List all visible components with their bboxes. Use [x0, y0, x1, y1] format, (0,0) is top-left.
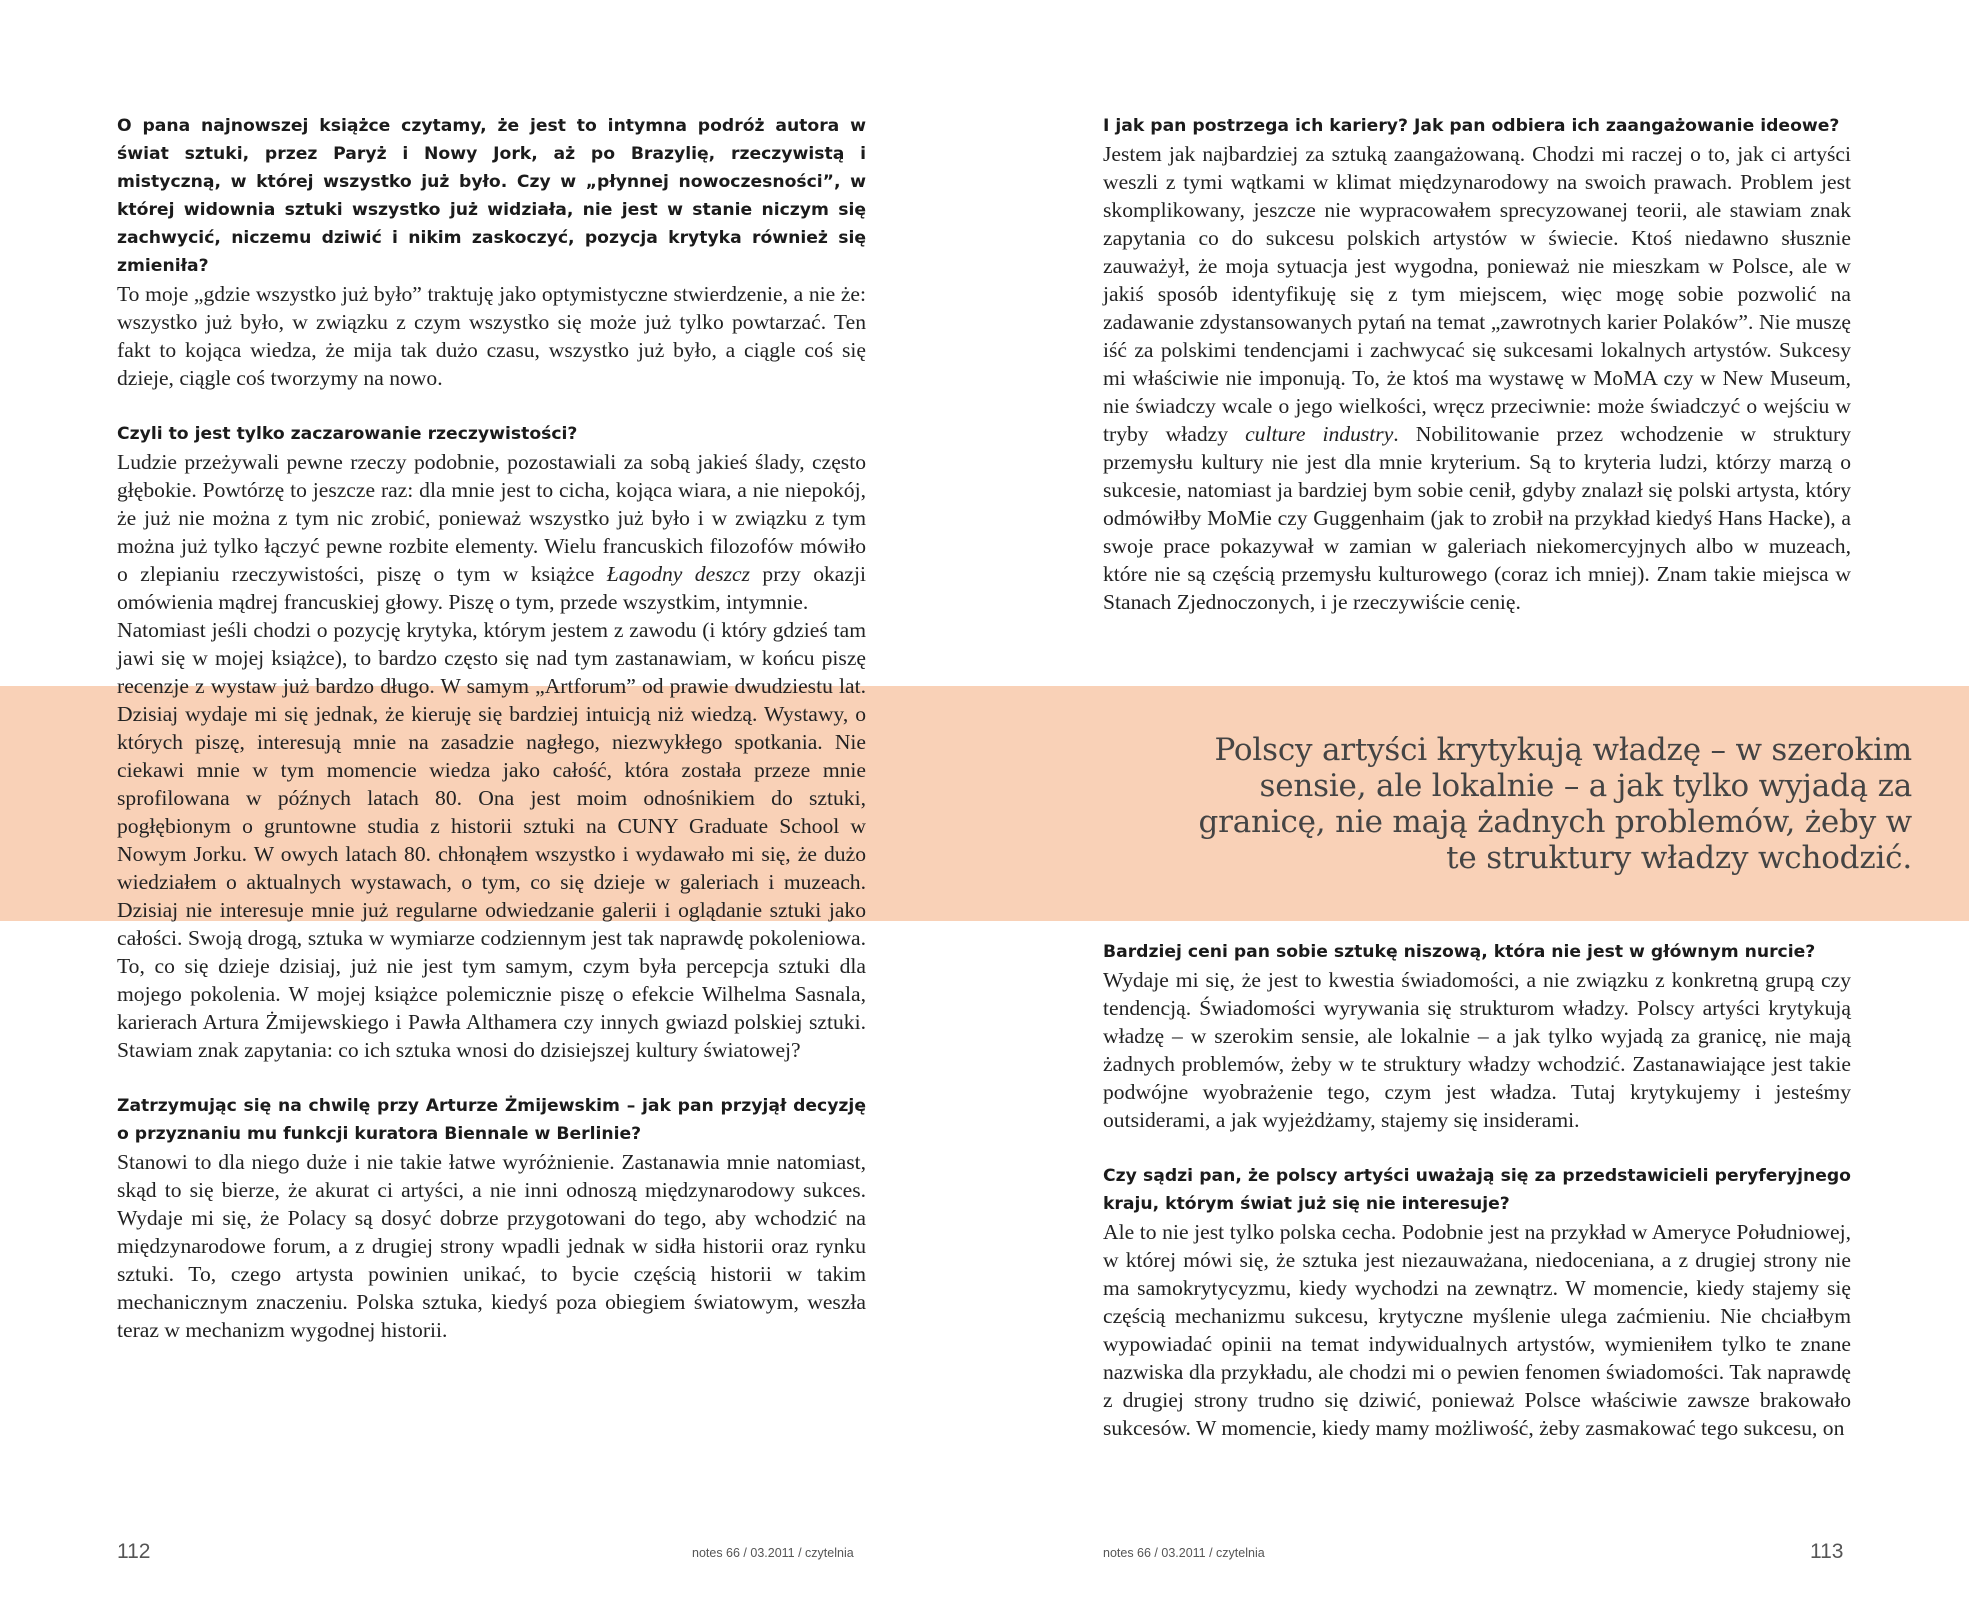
running-head-left: notes 66 / 03.2011 / czytelnia [692, 1546, 854, 1560]
culture-industry-term: culture industry [1245, 422, 1394, 446]
page-number-right: 113 [1810, 1540, 1844, 1563]
question-3: Zatrzymując się na chwilę przy Arturze Żmijewskim – jak pan przyjął decyzję o przyznaniu mu funkcji kuratora Biennale w Berlinie? [117, 1096, 866, 1144]
right-page-lower [1103, 938, 1851, 1442]
question-4: I jak pan postrzega ich kariery? Jak pan odbiera ich zaangażowanie ideowe? [1103, 116, 1840, 136]
answer-5: Wydaje mi się, że jest to kwestia świadomości, a nie związku z konkretną grupą czy tendencją. Świadomości wyrywania się strukturom władzy. Polscy artyści krytykują władzę – w szerokim sensie, ale lokalnie – a jak tylko wyjadą za granicę, nie mają żadnych problemów, żeby w te struktury władzy wchodzić. Zastanawiające jest takie podwójne wyobrażenie tego, czym jest władza. Tutaj krytykujemy i jesteśmy outsiderami, a jak wyjeżdżamy, stajemy się insiderami. [1103, 968, 1851, 1132]
pull-quote: Polscy artyści krytykują władzę – w szerokim sensie, ale lokalnie – a jak tylko wyjadą za granicę, nie mają żadnych problemów, żeby w te struktury władzy wchodzić. [1198, 732, 1912, 876]
answer-4-text-b: . Nobilitowanie przez wchodzenie w struktury przemysłu kultury nie jest dla mnie kryterium. Są to kryteria ludzi, którzy marzą o sukcesie, natomiast ja bardziej bym sobie cenił, gdyby znalazł się polski artysta, który odmówiłby MoMie czy Guggenhaim (jak to zrobił na przykład kiedyś Hans Hacke), a swoje prace pokazywał w zamian w galeriach niekomercyjnych albo w muzeach, które nie są częścią przemysłu kulturowego (coraz ich mniej). Znam takie miejsca w Stanach Zjednoczonych, i je rzeczywiście cenię. [1103, 422, 1852, 614]
answer-2-text-b: przy okazji omówienia mądrej francuskiej głowy. Piszę o tym, przede wszystkim, intymnie. [117, 562, 866, 614]
answer-2 [117, 448, 866, 616]
running-head-right: notes 66 / 03.2011 / czytelnia [1103, 1546, 1265, 1560]
question-6: Czy sądzi pan, że polscy artyści uważają się za przedstawicieli peryferyjnego kraju, którym świat już się nie interesuje? [1103, 1166, 1851, 1214]
right-page [1103, 112, 1851, 616]
answer-4-text-a: Jestem jak najbardziej za sztuką zaangażowaną. Chodzi mi raczej o to, jak ci artyści weszli z tymi wątkami w klimat międzynarodowy na swoich prawach. Problem jest skomplikowany, jeszcze nie wypracowałem sprecyzowanej teorii, ale stawiam znak zapytania co do sukcesu polskich artystów w świecie. Ktoś niedawno słusznie zauważył, że moja sytuacja jest wygodna, ponieważ nie mieszkam w Polsce, ale w jakiś sposób identyfikuję się z tym miejscem, więc mogę sobie pozwolić na zadawanie zdystansowanych pytań na temat „zawrotnych karier Polaków”. Nie muszę iść za polskimi tendencjami i zachwycać się sukcesami lokalnych artystów. Sukcesy mi właściwie nie imponują. To, że ktoś ma wystawę w MoMA czy w New Museum, nie świadczy wcale o jego wielkości, wręcz przeciwnie: może świadczyć o wejściu w tryby władzy [1103, 142, 1851, 446]
answer-2-text-a: Ludzie przeżywali pewne rzeczy podobnie, pozostawiali za sobą jakieś ślady, często głębokie. Powtórzę to jeszcze raz: dla mnie jest to cicha, kojąca wiara, a nie niepokój, że już nie można z tym nic zrobić, ponieważ wszystko już było i w związku z tym można już tylko łączyć pewne rozbite elementy. Wielu francuskich filozofów mówiło o zlepianiu rzeczywistości, piszę o tym w książce [117, 450, 866, 586]
question-5: Bardziej ceni pan sobie sztukę niszową, która nie jest w głównym nurcie? [1103, 942, 1816, 962]
page-number-left: 112 [117, 1540, 151, 1563]
left-page [117, 112, 866, 1344]
answer-6: Ale to nie jest tylko polska cecha. Podobnie jest na przykład w Ameryce Południowej, w której mówi się, że sztuka jest niezauważana, niedoceniana, a z drugiej strony nie ma samokrytycyzmu, kiedy wychodzi na zewnątrz. W momencie, kiedy stajemy się częścią mechanizmu sukcesu, krytyczne myślenie ulega zaćmieniu. Nie chciałbym wypowiadać opinii na temat indywidualnych artystów, wymieniłem tylko te znane nazwiska dla przykładu, ale chodzi mi o pewien fenomen świadomości. Tak naprawdę z drugiej strony trudno się dziwić, ponieważ Polsce właściwie zawsze brakowało sukcesów. W momencie, kiedy mamy możliwość, żeby zasmakować tego sukcesu, on [1103, 1220, 1851, 1440]
book-title: Łagodny deszcz [606, 562, 750, 586]
answer-3: Stanowi to dla niego duże i nie takie łatwe wyróżnienie. Zastanawia mnie natomiast, skąd to się bierze, że akurat ci artyści, a nie inni odnoszą międzynarodowy sukces. Wydaje mi się, że Polacy są dosyć dobrze przygotowani do tego, aby wchodzić na międzynarodowe forum, a z drugiej strony wpadli jednak w sidła historii oraz rynku sztuki. To, czego artysta powinien unikać, to bycie częścią historii w takim mechanicznym znaczeniu. Polska sztuka, kiedyś poza obiegiem światowym, weszła teraz w mechanizm wygodnej historii. [117, 1150, 866, 1342]
question-2: Czyli to jest tylko zaczarowanie rzeczywistości? [117, 424, 578, 444]
answer-2-continued: Natomiast jeśli chodzi o pozycję krytyka, którym jestem z zawodu (i który gdzieś tam jawi się w mojej książce), to bardzo często się nad tym zastanawiam, w końcu piszę recenzje z wystaw już bardzo długo. W samym „Artforum” od prawie dwudziestu lat. Dzisiaj wydaje mi się jednak, że kieruję się bardziej intuicją niż wiedzą. Wystawy, o których piszę, interesują mnie na zasadzie nagłego, niezwykłego spotkania. Nie ciekawi mnie w tym momencie wiedza jako całość, która została przeze mnie sprofilowana w późnych latach 80. Ona jest moim odnośnikiem do sztuki, pogłębionym o gruntowne studia z historii sztuki na CUNY Graduate School w Nowym Jorku. W owych latach 80. chłonąłem wszystko i wydawało mi się, że dużo wiedziałem o aktualnych wystawach, o tym, co się dzieje w galeriach i muzeach. Dzisiaj nie interesuje mnie już regularne odwiedzanie galerii i oglądanie sztuki jako całości. Swoją drogą, sztuka w wymiarze codziennym jest tak naprawdę pokoleniowa. To, co się dzieje dzisiaj, już nie jest tym samym, czym była percepcja sztuki dla mojego pokolenia. W mojej książce polemicznie piszę o efekcie Wilhelma Sasnala, karierach Artura Żmijewskiego i Pawła Althamera czy innych gwiazd polskiej sztuki. Stawiam znak zapytania: co ich sztuka wnosi do dzisiejszej kultury światowej? [117, 618, 866, 1062]
question-1: O pana najnowszej książce czytamy, że jest to intymna podróż autora w świat sztuki, przez Paryż i Nowy Jork, aż po Brazylię, rzeczywistą i mistyczną, w której wszystko już było. Czy w „płynnej nowoczesności”, w której widownia sztuki wszystko już widziała, nie jest w stanie niczym się zachwycić, niczemu dziwić i nikim zaskoczyć, pozycja krytyka również się zmieniła? [117, 116, 866, 276]
answer-4 [1103, 140, 1851, 616]
answer-1: To moje „gdzie wszystko już było” traktuję jako optymistyczne stwierdzenie, a nie że: wszystko już było, w związku z czym wszystko się może już tylko powtarzać. Ten fakt to kojąca wiedza, że mija tak dużo czasu, wszystko już było, a ciągle coś się dzieje, ciągle coś tworzymy na nowo. [117, 282, 866, 390]
